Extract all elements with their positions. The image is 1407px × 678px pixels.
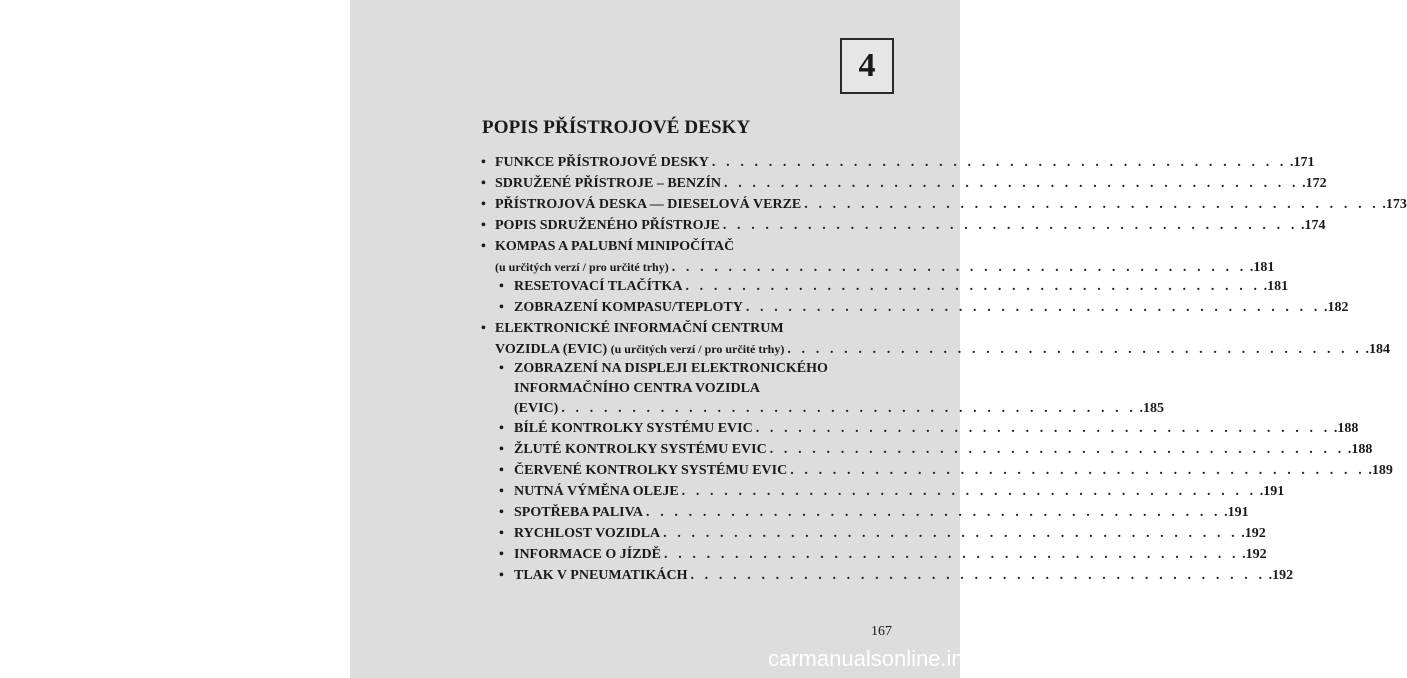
toc-entry-page: .173 bbox=[1382, 197, 1407, 212]
toc-subentry[interactable] bbox=[481, 566, 1294, 587]
bullet-icon: • bbox=[499, 505, 504, 520]
toc-entry[interactable] bbox=[481, 216, 1326, 237]
toc-entry[interactable] bbox=[481, 195, 1407, 216]
section-title: POPIS PŘÍSTROJOVÉ DESKY bbox=[482, 117, 751, 138]
bullet-icon: • bbox=[499, 568, 504, 583]
toc-entry-title: KOMPAS A PALUBNÍ MINIPOČÍTAČ bbox=[495, 239, 735, 254]
toc-entry-title: BÍLÉ KONTROLKY SYSTÉMU EVIC bbox=[514, 421, 753, 436]
toc-entry-page: .174 bbox=[1300, 218, 1326, 233]
toc-entry-title: POPIS SDRUŽENÉHO PŘÍSTROJE bbox=[495, 218, 720, 233]
toc-entry-title: ZOBRAZENÍ KOMPASU/TEPLOTY bbox=[514, 300, 743, 315]
toc-subentry[interactable] bbox=[481, 524, 1266, 545]
toc-subentry[interactable] bbox=[481, 277, 1289, 298]
toc-entry-title: NUTNÁ VÝMĚNA OLEJE bbox=[514, 484, 679, 499]
toc-entry[interactable] bbox=[481, 237, 1275, 277]
toc-entry-page: .189 bbox=[1368, 463, 1393, 478]
toc-entry-page: .188 bbox=[1333, 421, 1359, 436]
toc-entry-title: SPOTŘEBA PALIVA bbox=[514, 505, 644, 520]
bullet-icon: • bbox=[499, 300, 504, 315]
toc-entry-page: .191 bbox=[1259, 484, 1285, 499]
bullet-icon: • bbox=[499, 361, 504, 376]
bullet-icon: • bbox=[481, 239, 486, 254]
toc-entry-page: .172 bbox=[1302, 176, 1327, 191]
toc-entry-title: PŘÍSTROJOVÁ DESKA — DIESELOVÁ VERZE bbox=[495, 197, 802, 212]
toc-entry-page: .184 bbox=[1365, 342, 1390, 357]
toc-subentry[interactable] bbox=[481, 298, 1349, 319]
toc-entry-page: .192 bbox=[1242, 547, 1267, 562]
toc-entry[interactable] bbox=[481, 319, 1390, 359]
dot-leader: . . . . . . . . . . . . . . . . . . . . . . . . . . . . . . . . . . . . . . . . . bbox=[646, 505, 1222, 520]
toc-entry-title: SDRUŽENÉ PŘÍSTROJE – BENZÍN bbox=[495, 176, 721, 191]
dot-leader: . . . . . . . . . . . . . . . . . . . . . . . . . . . . . . . . . . . . . . . . . bbox=[711, 155, 1288, 170]
toc-entry-page: .181 bbox=[1249, 260, 1275, 275]
bullet-icon: • bbox=[499, 484, 504, 499]
toc-entry-page: .191 bbox=[1224, 505, 1249, 520]
bullet-icon: • bbox=[481, 197, 486, 212]
bullet-icon: • bbox=[499, 463, 504, 478]
chapter-number-tab bbox=[840, 38, 894, 94]
toc-entry-title: INFORMACE O JÍZDĚ bbox=[514, 547, 662, 562]
dot-leader: . . . . . . . . . . . . . . . . . . . . . . . . . . . . . . . . . . . . . . . . . bbox=[804, 197, 1380, 212]
toc-entry-page: .181 bbox=[1263, 279, 1289, 294]
bullet-icon: • bbox=[481, 321, 486, 336]
blank-facing-page bbox=[0, 0, 350, 678]
dot-leader: . . . . . . . . . . . . . . . . . . . . . . . . . . . . . . . . . . . . . . . . . bbox=[790, 463, 1366, 478]
dot-leader: . . . . . . . . . . . . . . . . . . . . . . . . . . . . . . . . . . . . . . . . . bbox=[690, 568, 1266, 583]
toc-entry-title: RYCHLOST VOZIDLA bbox=[514, 526, 661, 541]
dot-leader: . . . . . . . . . . . . . . . . . . . . . . . . . . . . . . . . . . . . . . . . . bbox=[724, 176, 1300, 191]
toc-entry-page: .171 bbox=[1290, 155, 1315, 170]
page-number: 167 bbox=[871, 624, 892, 639]
manual-page bbox=[350, 0, 1407, 678]
table-of-contents bbox=[481, 153, 1407, 587]
toc-subentry[interactable] bbox=[481, 419, 1359, 440]
toc-entry[interactable] bbox=[481, 174, 1327, 195]
dot-leader: . . . . . . . . . . . . . . . . . . . . . . . . . . . . . . . . . . . . . . . . . bbox=[561, 401, 1137, 416]
toc-entry-page: .182 bbox=[1323, 300, 1349, 315]
toc-subentry[interactable] bbox=[481, 482, 1285, 503]
toc-entry-title: ELEKTRONICKÉ INFORMAČNÍ CENTRUM bbox=[495, 321, 784, 336]
toc-subentry[interactable] bbox=[481, 359, 1164, 419]
toc-subentry[interactable] bbox=[481, 440, 1373, 461]
toc-subentry[interactable] bbox=[481, 461, 1393, 482]
bullet-icon: • bbox=[481, 218, 486, 233]
toc-subentry[interactable] bbox=[481, 503, 1249, 524]
bullet-icon: • bbox=[481, 155, 486, 170]
bullet-icon: • bbox=[499, 442, 504, 457]
toc-entry-page: .185 bbox=[1139, 401, 1164, 416]
toc-entry-note: (u určitých verzí / pro určité trhy) bbox=[610, 342, 785, 356]
dot-leader: . . . . . . . . . . . . . . . . . . . . . . . . . . . . . . . . . . . . . . . . . bbox=[663, 526, 1239, 541]
toc-entry-title: ZOBRAZENÍ NA DISPLEJI ELEKTRONICKÉHO bbox=[514, 361, 828, 376]
dot-leader: . . . . . . . . . . . . . . . . . . . . . . . . . . . . . . . . . . . . . . . . . bbox=[787, 342, 1363, 357]
toc-entry-title-cont: VOZIDLA (EVIC) bbox=[495, 342, 608, 357]
toc-entry-title: ČERVENÉ KONTROLKY SYSTÉMU EVIC bbox=[514, 463, 788, 478]
toc-entry-title-cont: INFORMAČNÍHO CENTRA VOZIDLA bbox=[514, 381, 761, 396]
dot-leader: . . . . . . . . . . . . . . . . . . . . . . . . . . . . . . . . . . . . . . . . . bbox=[681, 484, 1257, 499]
toc-entry-title: RESETOVACÍ TLAČÍTKA bbox=[514, 279, 683, 294]
dot-leader: . . . . . . . . . . . . . . . . . . . . . . . . . . . . . . . . . . . . . . . . . bbox=[745, 300, 1321, 315]
toc-entry-title-cont: (EVIC) bbox=[514, 401, 559, 416]
watermark: carmanualsonline.info bbox=[768, 646, 983, 671]
dot-leader: . . . . . . . . . . . . . . . . . . . . . . . . . . . . . . . . . . . . . . . . . bbox=[722, 218, 1298, 233]
toc-entry[interactable] bbox=[481, 153, 1315, 174]
toc-entry-title: ŽLUTÉ KONTROLKY SYSTÉMU EVIC bbox=[514, 442, 767, 457]
dot-leader: . . . . . . . . . . . . . . . . . . . . . . . . . . . . . . . . . . . . . . . . . bbox=[671, 260, 1247, 275]
toc-entry-title: TLAK V PNEUMATIKÁCH bbox=[514, 568, 688, 583]
dot-leader: . . . . . . . . . . . . . . . . . . . . . . . . . . . . . . . . . . . . . . . . . bbox=[755, 421, 1331, 436]
toc-entry-page: .188 bbox=[1347, 442, 1373, 457]
dot-leader: . . . . . . . . . . . . . . . . . . . . . . . . . . . . . . . . . . . . . . . . . bbox=[685, 279, 1261, 294]
chapter-number: 4 bbox=[858, 47, 876, 84]
toc-entry-title: FUNKCE PŘÍSTROJOVÉ DESKY bbox=[495, 155, 709, 170]
toc-entry-note: (u určitých verzí / pro určité trhy) bbox=[495, 260, 669, 274]
toc-entry-page: .192 bbox=[1268, 568, 1294, 583]
toc-entry-page: .192 bbox=[1241, 526, 1266, 541]
dot-leader: . . . . . . . . . . . . . . . . . . . . . . . . . . . . . . . . . . . . . . . . . bbox=[664, 547, 1240, 562]
bullet-icon: • bbox=[499, 547, 504, 562]
toc-subentry[interactable] bbox=[481, 545, 1267, 566]
bullet-icon: • bbox=[481, 176, 486, 191]
bullet-icon: • bbox=[499, 526, 504, 541]
bullet-icon: • bbox=[499, 279, 504, 294]
dot-leader: . . . . . . . . . . . . . . . . . . . . . . . . . . . . . . . . . . . . . . . . . bbox=[769, 442, 1345, 457]
bullet-icon: • bbox=[499, 421, 504, 436]
